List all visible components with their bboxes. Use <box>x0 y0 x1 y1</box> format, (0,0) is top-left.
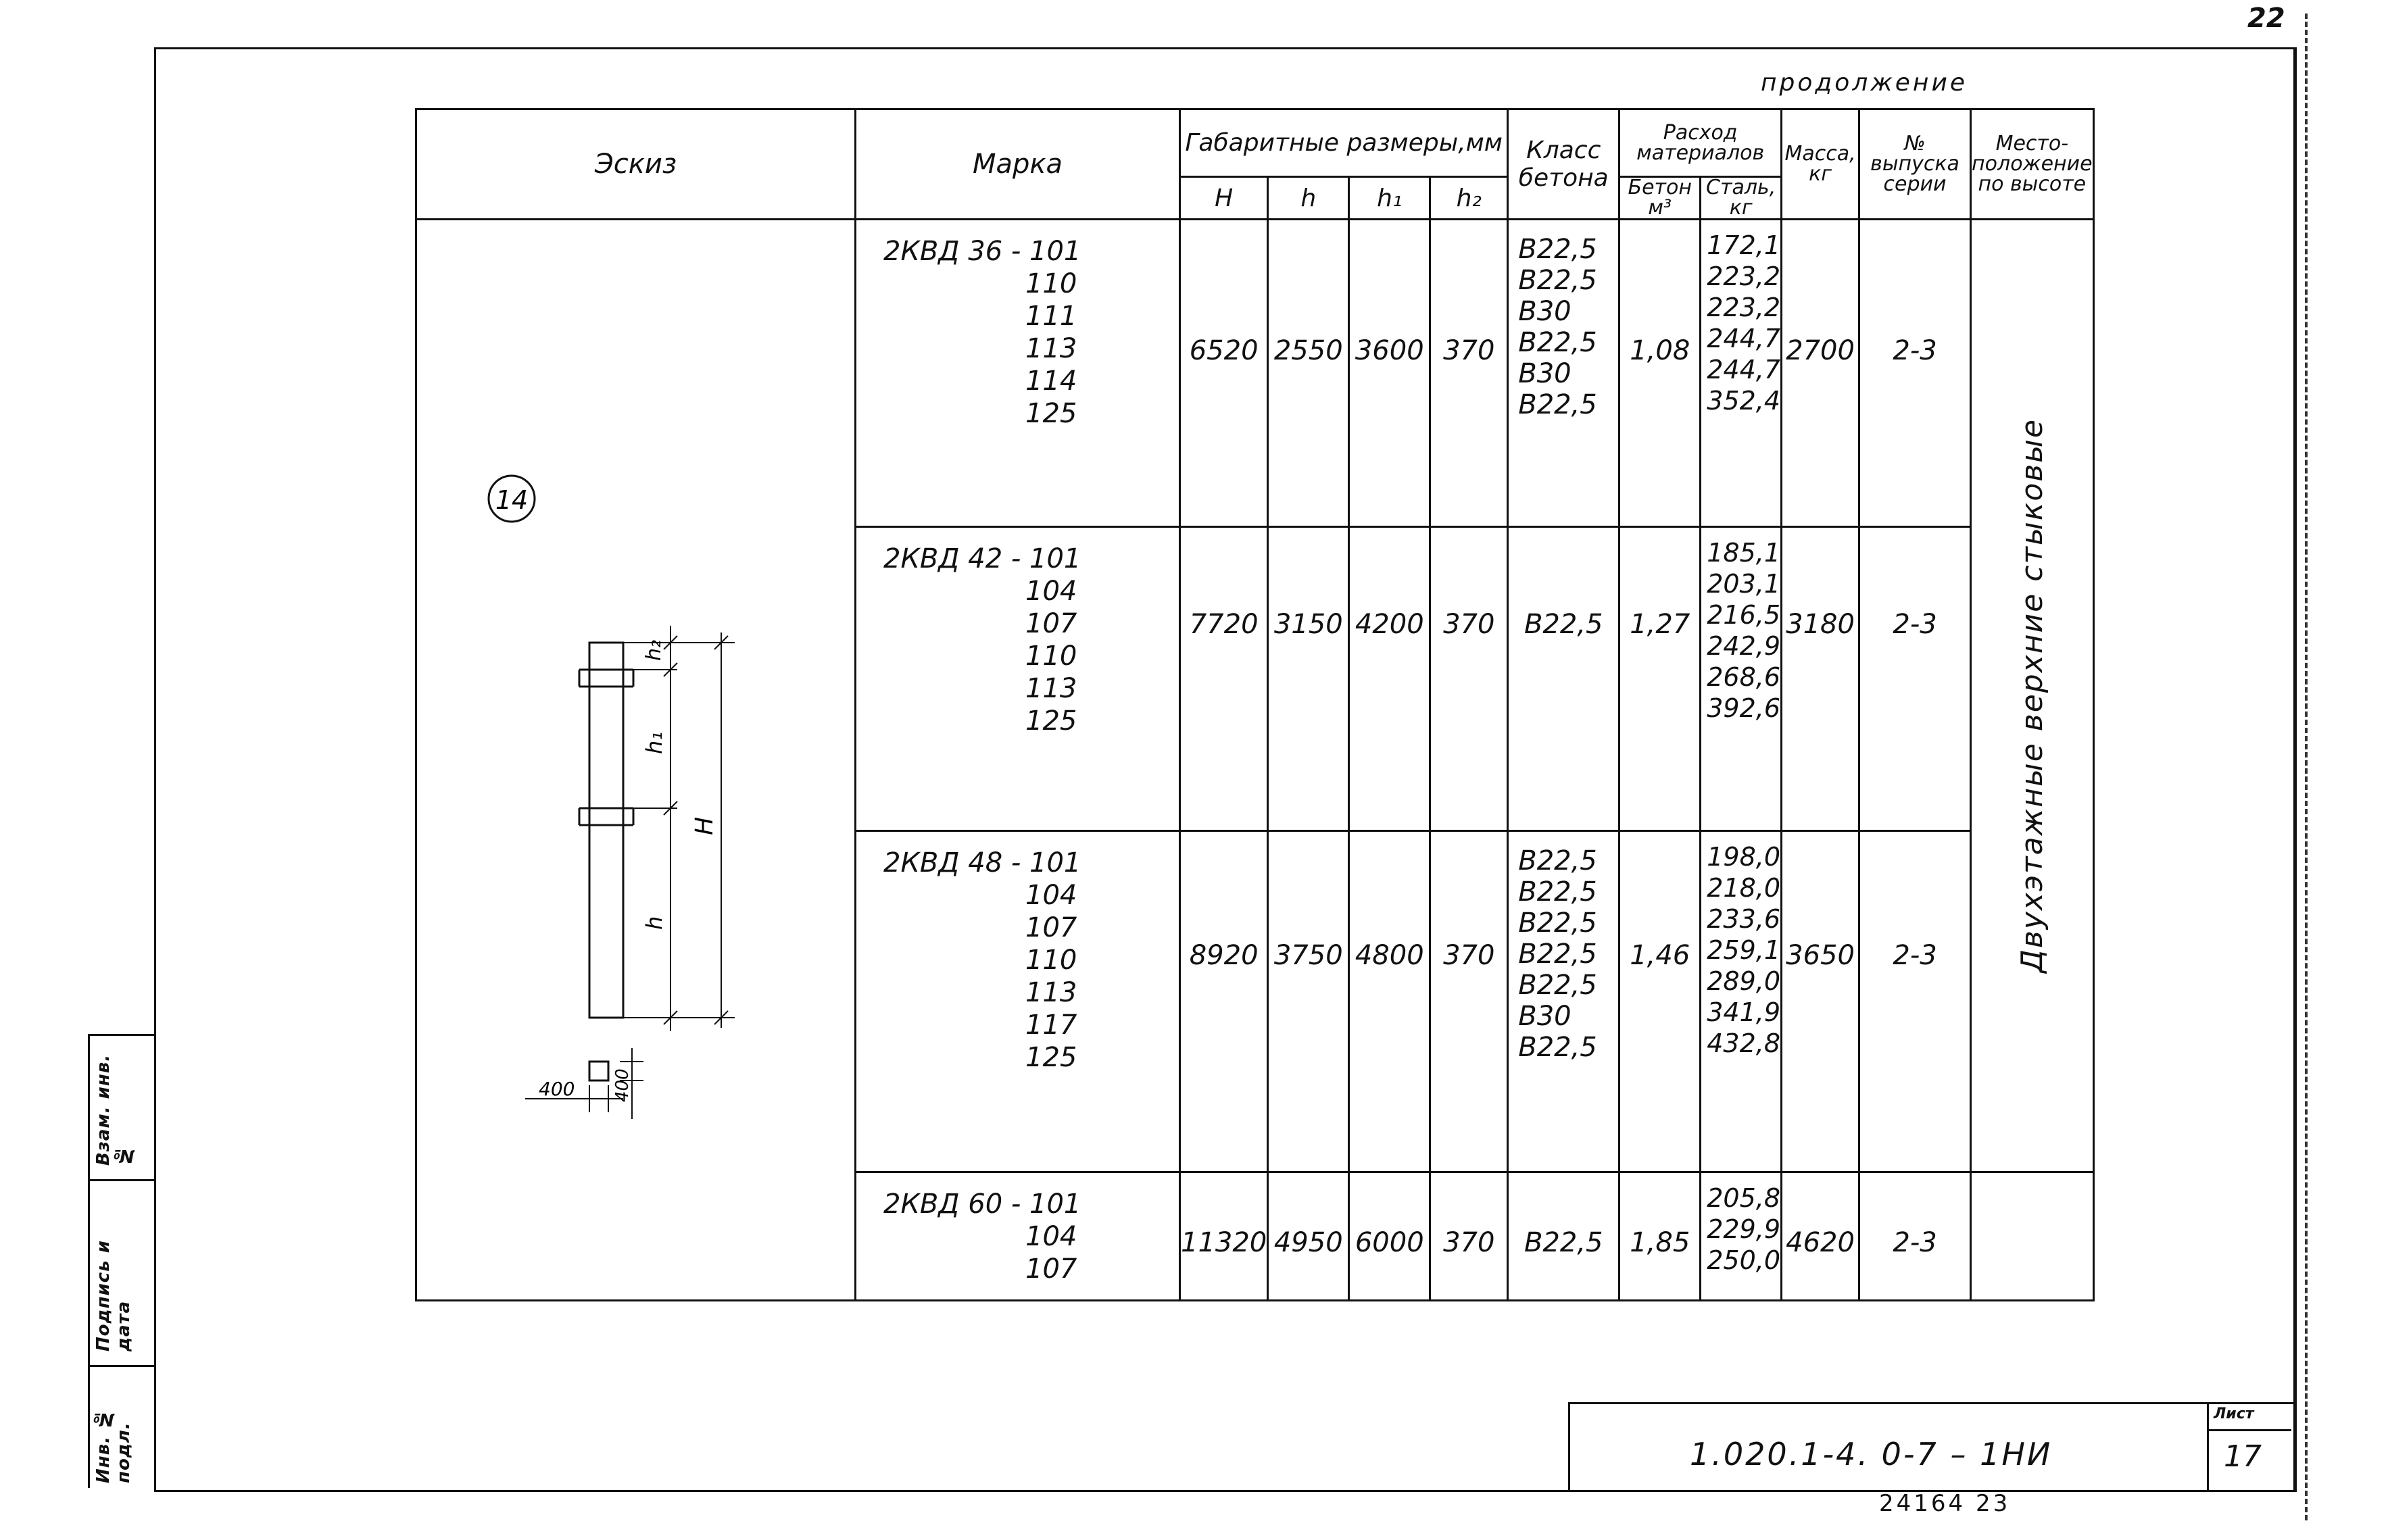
steel-value: 223,2 <box>1707 293 1781 322</box>
mark-cell <box>856 1172 1180 1301</box>
sketch-cell <box>416 220 856 1301</box>
header-issue: № выпуска серии <box>1859 109 1971 220</box>
mark-sub: 110 <box>1025 945 1077 976</box>
dim-h1: 3600 <box>1349 220 1430 527</box>
mark-sub: 117 <box>1025 1010 1077 1041</box>
side-strip-label: Взам. инв. № <box>93 1053 134 1166</box>
concrete-volume: 1,08 <box>1619 220 1701 527</box>
dim-h1: 4200 <box>1349 527 1430 831</box>
mark-sub: 107 <box>1025 912 1077 943</box>
archive-number: 24164 23 <box>1879 1490 2011 1517</box>
header-steel-kg: Сталь, кг <box>1701 177 1782 220</box>
concrete-class: В22,5 <box>1518 389 1597 420</box>
steel-list <box>1701 831 1782 1172</box>
concrete-volume: 1,46 <box>1619 831 1701 1172</box>
cross-section-width: 400 <box>539 1078 575 1100</box>
concrete-volume: 1,85 <box>1619 1172 1701 1301</box>
sheet-number: 17 <box>2224 1439 2262 1474</box>
mass: 3650 <box>1782 831 1859 1172</box>
steel-value: 244,7 <box>1707 324 1781 353</box>
dim-H: 6520 <box>1180 220 1268 527</box>
sheet-label: Лист <box>2214 1406 2254 1422</box>
concrete-class-list <box>1508 831 1619 1172</box>
concrete-class: В30 <box>1518 358 1571 389</box>
mark-sub: 125 <box>1025 398 1077 429</box>
mass: 3180 <box>1782 527 1859 831</box>
mark-sub: 104 <box>1025 1221 1077 1252</box>
steel-list <box>1701 527 1782 831</box>
steel-value: 223,2 <box>1707 262 1781 291</box>
header-dim-h1: h₁ <box>1349 177 1430 220</box>
dim-h1: 4800 <box>1349 831 1430 1172</box>
concrete-class: В22,5 <box>1518 845 1597 876</box>
continuation-label: продолжение <box>1761 69 1968 97</box>
page-edge-line <box>2305 14 2308 1520</box>
mark-sub: 110 <box>1025 641 1077 672</box>
header-dim-h2: h₂ <box>1430 177 1508 220</box>
side-strip-line <box>88 1365 154 1367</box>
concrete-class: В22,5 <box>1518 1032 1597 1063</box>
column-outline <box>579 643 633 1018</box>
steel-value: 205,8 <box>1707 1183 1781 1213</box>
mark-name: 2КВД 48 - 101 <box>883 847 1081 878</box>
steel-value: 198,0 <box>1707 842 1781 872</box>
mark-name: 2КВД 60 - 101 <box>883 1189 1081 1220</box>
steel-value: 185,1 <box>1707 538 1781 568</box>
steel-list <box>1701 1172 1782 1301</box>
steel-value: 250,0 <box>1707 1245 1781 1275</box>
steel-list <box>1701 220 1782 527</box>
header-materials: Расход материалов <box>1619 109 1782 177</box>
mark-sub: 111 <box>1025 301 1077 332</box>
steel-value: 432,8 <box>1707 1028 1781 1058</box>
mark-sub: 107 <box>1025 608 1077 639</box>
concrete-class-list <box>1508 220 1619 527</box>
concrete-class: В22,5 <box>1518 939 1597 970</box>
dim-h2: 370 <box>1430 220 1508 527</box>
header-concrete-m3: Бетон м³ <box>1619 177 1701 220</box>
steel-value: 218,0 <box>1707 873 1781 903</box>
mark-name: 2КВД 36 - 101 <box>883 236 1081 267</box>
mark-sub: 125 <box>1025 1042 1077 1073</box>
dim-H: 8920 <box>1180 831 1268 1172</box>
header-placement: Место-положение по высоте <box>1971 109 2094 220</box>
steel-value: 392,6 <box>1707 693 1781 723</box>
mark-sub: 113 <box>1025 673 1077 704</box>
placement-text: Двухэтажные верхние стыковые <box>2014 418 2049 973</box>
steel-value: 341,9 <box>1707 997 1781 1027</box>
issue: 2-3 <box>1859 1172 1971 1301</box>
dim-h: 3750 <box>1268 831 1349 1172</box>
mark-sub: 107 <box>1025 1253 1077 1285</box>
concrete-class: В22,5 <box>1518 908 1597 939</box>
dim-h: 2550 <box>1268 220 1349 527</box>
column-sketch <box>417 220 856 1315</box>
steel-value: 172,1 <box>1707 230 1781 260</box>
mark-cell <box>856 527 1180 831</box>
document-code: 1.020.1-4. 0-7 – 1НИ <box>1690 1436 2053 1472</box>
mark-sub: 114 <box>1025 366 1077 397</box>
concrete-class: В22,5 <box>1508 527 1619 831</box>
steel-value: 352,4 <box>1707 386 1781 416</box>
dim-h2: 370 <box>1430 831 1508 1172</box>
steel-value: 229,9 <box>1707 1214 1781 1244</box>
steel-value: 259,1 <box>1707 935 1781 965</box>
header-concrete-class: Класс бетона <box>1508 109 1619 220</box>
issue: 2-3 <box>1859 831 1971 1172</box>
sketch-label-H: H <box>691 816 718 835</box>
header-dim-h: h <box>1268 177 1349 220</box>
placement-cell <box>1971 220 2094 1172</box>
steel-value: 289,0 <box>1707 966 1781 996</box>
mark-cell <box>856 220 1180 527</box>
sketch-number: 14 <box>495 485 529 515</box>
mark-sub: 113 <box>1025 977 1077 1008</box>
concrete-class: В22,5 <box>1518 327 1597 358</box>
header-sketch: Эскиз <box>416 109 856 220</box>
concrete-class: В30 <box>1518 1001 1571 1032</box>
dim-h2: 370 <box>1430 1172 1508 1301</box>
sketch-label-h1: h₁ <box>641 731 667 754</box>
dim-h: 4950 <box>1268 1172 1349 1301</box>
concrete-class: В22,5 <box>1508 1172 1619 1301</box>
sketch-label-h: h <box>641 916 667 930</box>
issue: 2-3 <box>1859 527 1971 831</box>
header-mark: Марка <box>856 109 1180 220</box>
mark-cell <box>856 831 1180 1172</box>
steel-value: 203,1 <box>1707 569 1781 599</box>
concrete-class: В22,5 <box>1518 970 1597 1001</box>
mass: 2700 <box>1782 220 1859 527</box>
dim-h: 3150 <box>1268 527 1349 831</box>
dim-h2: 370 <box>1430 527 1508 831</box>
header-dim-H: H <box>1180 177 1268 220</box>
cross-section-height: 400 <box>612 1068 633 1102</box>
steel-value: 242,9 <box>1707 631 1781 661</box>
table-row <box>416 220 2094 527</box>
sheet-box-divider <box>2207 1429 2291 1431</box>
concrete-class: В22,5 <box>1518 265 1597 296</box>
mass: 4620 <box>1782 1172 1859 1301</box>
sketch-label-h2: h₂ <box>642 639 666 661</box>
issue: 2-3 <box>1859 220 1971 527</box>
concrete-class: В30 <box>1518 296 1571 327</box>
dim-h1: 6000 <box>1349 1172 1430 1301</box>
page-sheet-number: 22 <box>2247 3 2285 34</box>
mark-name: 2КВД 42 - 101 <box>883 543 1081 574</box>
header-mass: Масса, кг <box>1782 109 1859 220</box>
concrete-volume: 1,27 <box>1619 527 1701 831</box>
side-strip-label: Инв. № подл. <box>93 1408 134 1483</box>
steel-value: 268,6 <box>1707 662 1781 692</box>
side-strip-label: Подпись и дата <box>93 1240 134 1351</box>
cross-section <box>589 1062 608 1081</box>
dim-H: 7720 <box>1180 527 1268 831</box>
concrete-class: В22,5 <box>1518 876 1597 908</box>
header-dimensions: Габаритные размеры,мм <box>1180 109 1508 177</box>
steel-value: 216,5 <box>1707 600 1781 630</box>
mark-sub: 104 <box>1025 576 1077 607</box>
side-strip-line <box>88 1179 154 1181</box>
steel-value: 233,6 <box>1707 904 1781 934</box>
dim-H: 11320 <box>1180 1172 1268 1301</box>
mark-sub: 113 <box>1025 333 1077 364</box>
specification-table <box>415 108 2095 1301</box>
placement-empty-cell <box>1971 1172 2094 1301</box>
concrete-class: В22,5 <box>1518 234 1597 265</box>
steel-value: 244,7 <box>1707 355 1781 384</box>
mark-sub: 125 <box>1025 705 1077 737</box>
side-strip-line <box>88 1034 154 1036</box>
mark-sub: 104 <box>1025 880 1077 911</box>
mark-sub: 110 <box>1025 268 1077 299</box>
